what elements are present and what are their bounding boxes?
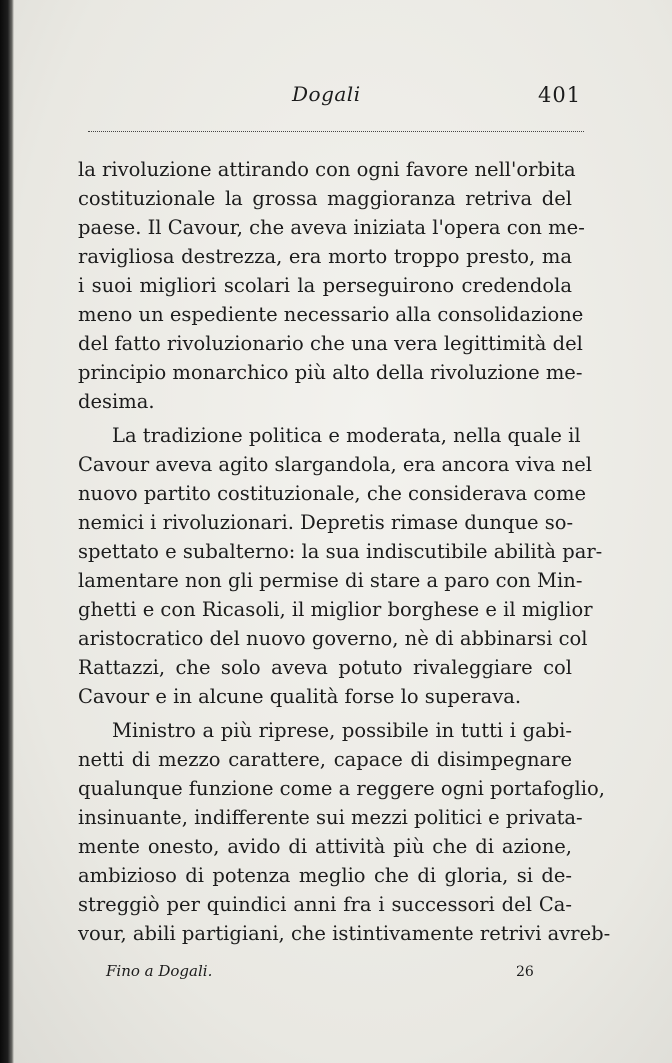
text-line: aristocratico del nuovo governo, nè di abbinarsi col (78, 627, 588, 650)
text-line: vour, abili partigiani, che istintivamente retrivi avreb- (78, 922, 611, 945)
paragraph-first-line: La tradizione politica e moderata, nella quale il (112, 424, 581, 447)
text-line: nuovo partito costituzionale, che considerava come (78, 482, 587, 505)
text-line: ghetti e con Ricasoli, il miglior borghese e il miglior (78, 598, 593, 621)
text-line: lamentare non gli permise di stare a paro con Min- (78, 569, 583, 592)
page-number: 401 (538, 83, 582, 107)
text-line: ambizioso di potenza meglio che di gloria, si de- (78, 864, 572, 887)
text-line: streggiò per quindici anni fra i successori del Ca- (78, 893, 572, 916)
text-line: mente onesto, avido di attività più che di azione, (78, 835, 572, 858)
text-line: nemici i rivoluzionari. Depretis rimase dunque so- (78, 511, 574, 534)
text-line: Cavour aveva agito slargandola, era ancora viva nel (78, 453, 592, 476)
text-line: paese. Il Cavour, che aveva iniziata l'opera con me- (78, 216, 585, 239)
text-line: ravigliosa destrezza, era morto troppo presto, ma (78, 245, 572, 268)
header-rule (88, 131, 584, 132)
footer-signature: Fino a Dogali. (106, 962, 213, 980)
text-line: netti di mezzo carattere, capace di disimpegnare (78, 748, 572, 771)
text-line: spettato e subalterno: la sua indiscutibile abilità par- (78, 540, 603, 563)
text-line: principio monarchico più alto della rivoluzione me- (78, 361, 583, 384)
text-line: del fatto rivoluzionario che una vera legittimità del (78, 332, 583, 355)
text-line: costituzionale la grossa maggioranza retriva del (78, 187, 572, 210)
text-line: desima. (78, 390, 155, 413)
text-line: i suoi migliori scolari la perseguirono credendola (78, 274, 572, 297)
text-line: la rivoluzione attirando con ogni favore nell'orbita (78, 158, 576, 181)
text-line: qualunque funzione come a reggere ogni portafoglio, (78, 777, 605, 800)
text-line: insinuante, indifferente sui mezzi politici e privata- (78, 806, 583, 829)
paragraph-first-line: Ministro a più riprese, possibile in tutti i gabi- (112, 719, 572, 742)
text-line: meno un espediente necessario alla consolidazione (78, 303, 584, 326)
text-line: Cavour e in alcune qualità forse lo superava. (78, 685, 522, 708)
text-line: Rattazzi, che solo aveva potuto rivaleggiare col (78, 656, 572, 679)
book-spine-shadow (0, 0, 14, 1063)
running-header-title: Dogali (292, 82, 361, 106)
footer-sheet-number: 26 (516, 964, 534, 980)
